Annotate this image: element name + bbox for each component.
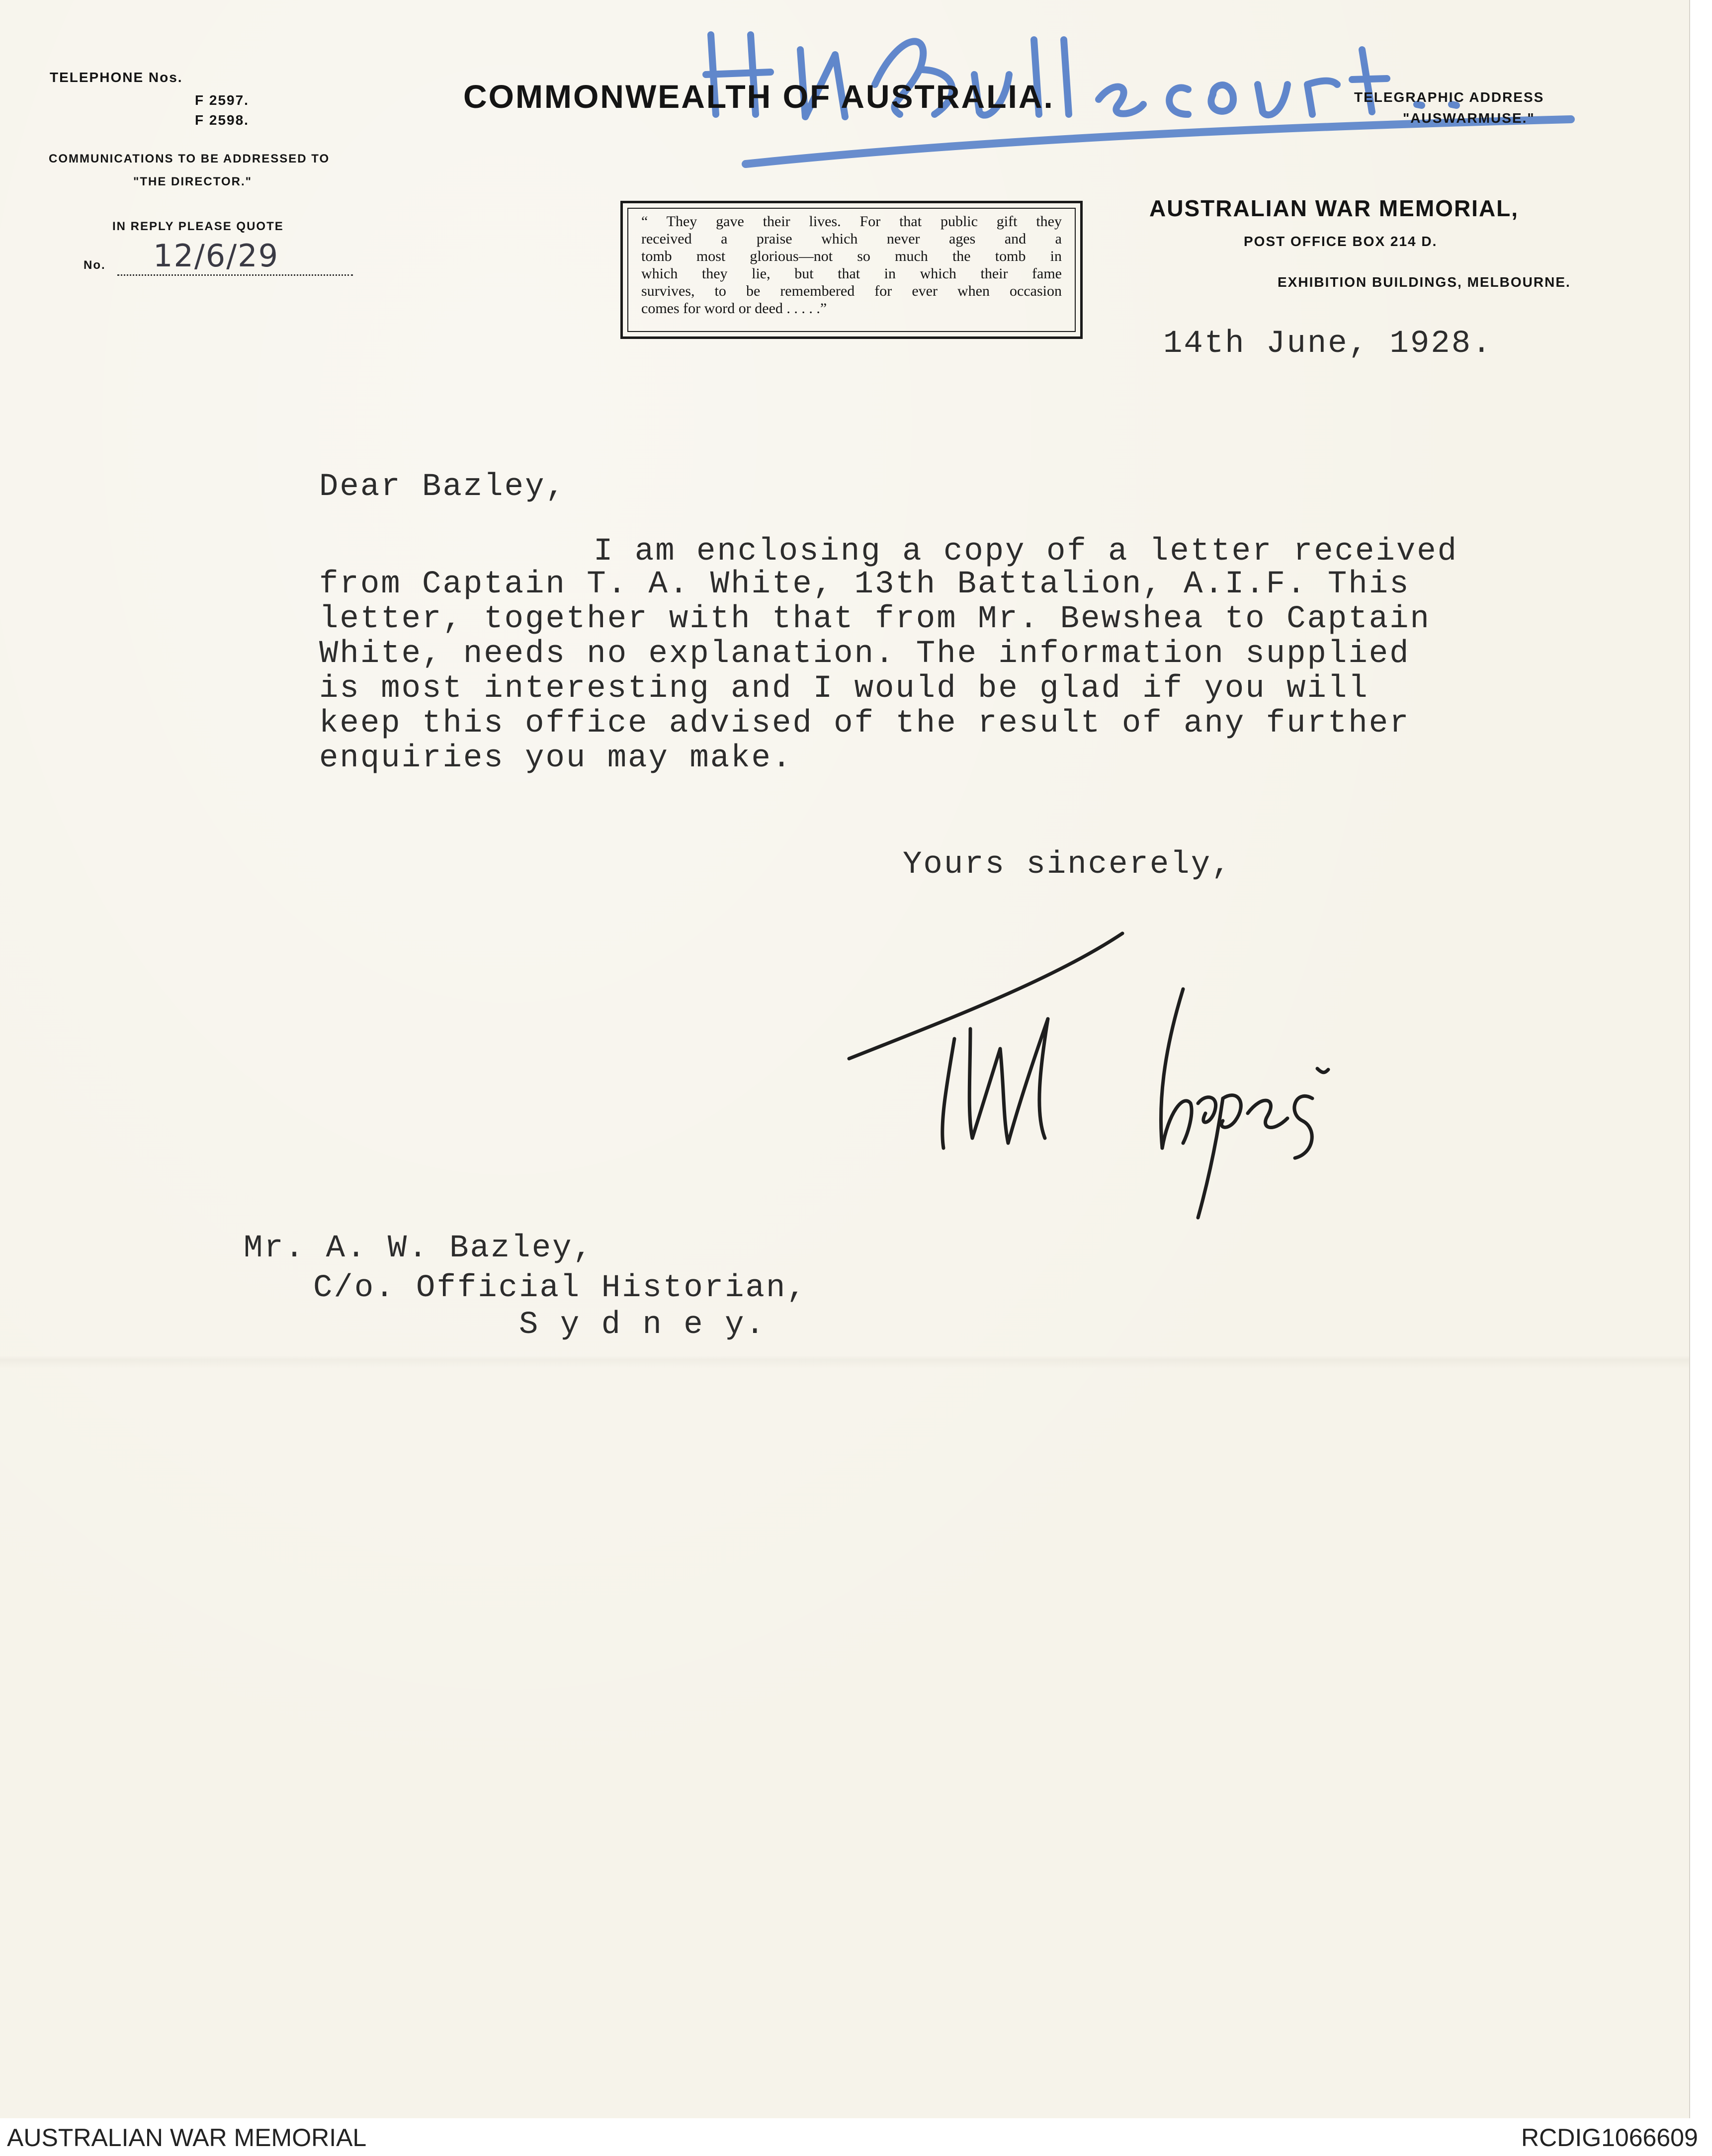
body-line: letter, together with that from Mr. Bewshea to Captain (319, 601, 1431, 637)
telegraphic-label: TELEGRAPHIC ADDRESS (1354, 89, 1544, 105)
quote-line: which they lie, but that in which their fame (641, 265, 1062, 282)
communications-line-2: "THE DIRECTOR." (133, 175, 252, 188)
quote-line: received a praise which never ages and a (641, 231, 1062, 247)
quote-line: comes for word or deed . . . . .” (641, 300, 827, 317)
signature (840, 924, 1397, 1233)
body-line: keep this office advised of the result of any further (319, 706, 1410, 742)
closing: Yours sincerely, (903, 847, 1232, 883)
quote-line: survives, to be remembered for ever when occasion (641, 283, 1062, 299)
body-line: is most interesting and I would be glad if you will (319, 671, 1369, 707)
reference-number-label: No. (84, 258, 106, 272)
telephone-number-2: F 2598. (195, 112, 249, 128)
reference-number-line (117, 274, 353, 276)
telegraphic-value: "AUSWARMUSE." (1403, 110, 1535, 126)
footer-record-id: RCDIG1066609 (1521, 2124, 1698, 2152)
quote-line: tomb most glorious—not so much the tomb in (641, 248, 1062, 264)
body-line: I am enclosing a copy of a letter received (594, 534, 1458, 570)
street-address: EXHIBITION BUILDINGS, MELBOURNE. (1278, 274, 1571, 290)
post-office-box: POST OFFICE BOX 214 D. (1244, 234, 1438, 249)
recipient-care-of: C/o. Official Historian, (313, 1270, 807, 1306)
body-line: White, needs no explanation. The information supplied (319, 636, 1410, 672)
footer-institution: AUSTRALIAN WAR MEMORIAL (7, 2124, 367, 2152)
page-edge (1689, 0, 1712, 2118)
salutation: Dear Bazley, (319, 469, 566, 505)
body-line: from Captain T. A. White, 13th Battalion, A.I.F. This (319, 567, 1410, 602)
organisation-name: AUSTRALIAN WAR MEMORIAL, (1149, 195, 1519, 221)
body-line: enquiries you may make. (319, 741, 793, 776)
memorial-quote (641, 213, 1062, 317)
quote-line: “ They gave their lives. For that public gift they (641, 213, 1062, 230)
telephone-label: TELEPHONE Nos. (50, 70, 183, 85)
letter-date: 14th June, 1928. (1163, 326, 1493, 362)
reply-quote-label: IN REPLY PLEASE QUOTE (112, 220, 284, 233)
telephone-number-1: F 2597. (195, 92, 249, 108)
recipient-city: S y d n e y. (519, 1307, 766, 1343)
recipient-name: Mr. A. W. Bazley, (244, 1231, 594, 1266)
letterhead-title: COMMONWEALTH OF AUSTRALIA. (463, 78, 1054, 115)
reference-number-value: 12/6/29 (153, 238, 279, 274)
communications-line-1: COMMUNICATIONS TO BE ADDRESSED TO (49, 152, 330, 166)
